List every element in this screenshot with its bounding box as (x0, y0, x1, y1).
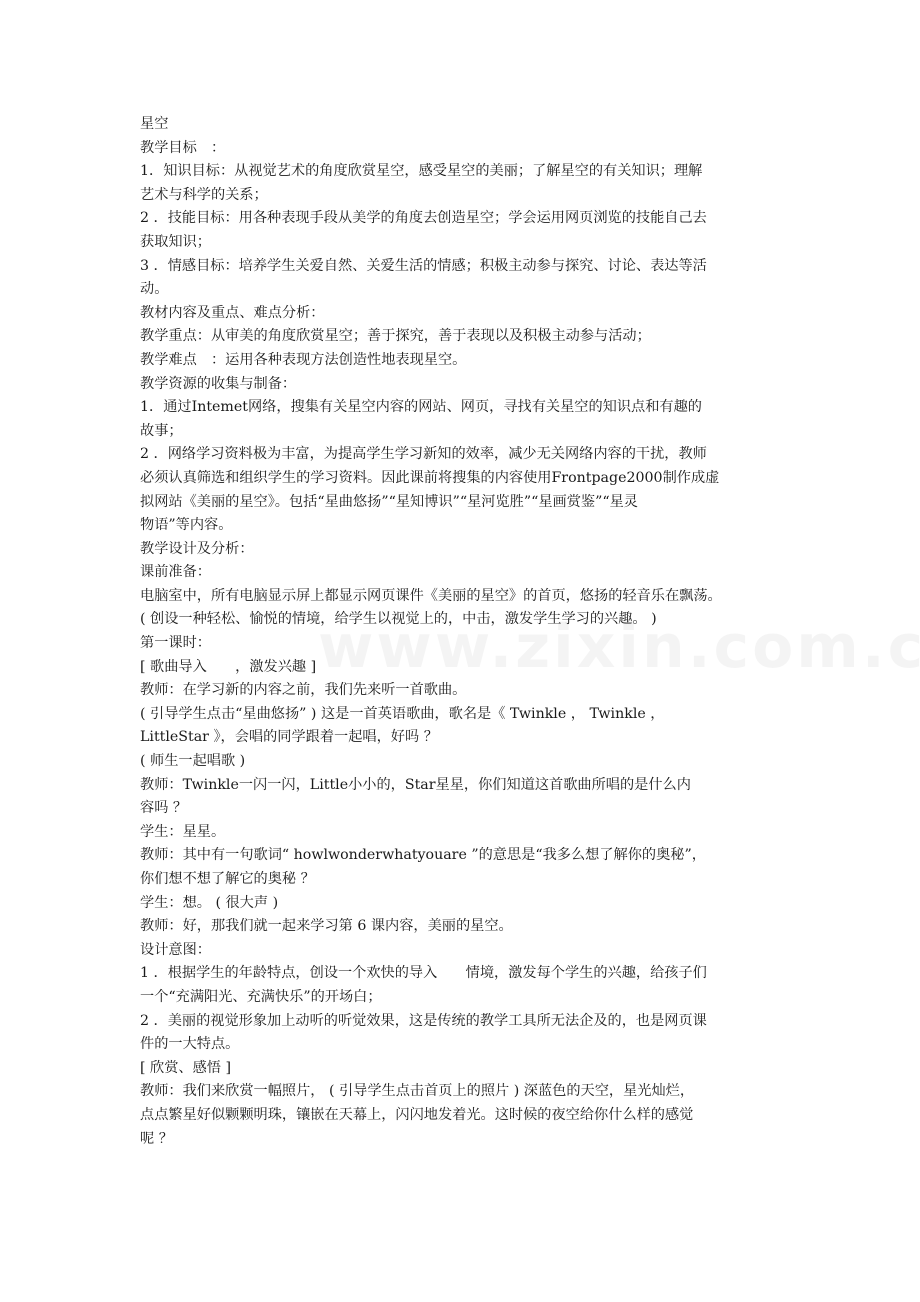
text-line: ( 创设一种轻松、愉悦的情境，给学生以视觉上的，中击，激发学生学习的兴趣。 ) (140, 611, 657, 628)
text-line: 必须认真筛选和组织学生的学习资料。因此课前将搜集的内容使用Frontpage2000制作成虚 (140, 469, 720, 486)
text-line: 教师：其中有一句歌词“ howlwonderwhatyouare ”的意思是“我多么想了解你的奥秘”， (140, 847, 706, 864)
text-line: 动。 (140, 281, 169, 298)
text-line: 呢 ？ (140, 1130, 173, 1147)
text-line: 第一课时： (140, 635, 211, 652)
text-line: 教学难点 ：运用各种表现方法创造性地表现星空。 (140, 351, 467, 368)
text-line: 获取知识； (140, 233, 211, 250)
text-line: 一个“充满阳光、充满快乐”的开场白； (140, 988, 382, 1005)
text-line: 教师：好，那我们就一起来学习第 6 课内容，美丽的星空。 (140, 918, 513, 935)
text-line: [ 歌曲导入 ，激发兴趣 ] (140, 658, 317, 675)
text-line: 2 ．网络学习资料极为丰富，为提高学生学习新知的效率，减少无关网络内容的干扰，教师 (140, 446, 707, 463)
text-line: 1 ．根据学生的年龄特点，创设一个欢快的导入 情境，激发每个学生的兴趣，给孩子们 (140, 965, 707, 982)
text-line: [ 欣赏、感悟 ] (140, 1059, 232, 1076)
text-line: ( 师生一起唱歌 ) (140, 753, 246, 770)
text-line: 物语”等内容。 (140, 517, 233, 534)
text-line: LittleStar 》，会唱的同学跟着一起唱，好吗 ？ (140, 729, 438, 746)
text-line: 拟网站《美丽的星空》。包括“星曲悠扬”“星知博识”“星河览胜”“星画赏鉴”“星灵 (140, 493, 638, 510)
text-line: 教师：我们来欣赏一幅照片， ( 引导学生点击首页上的照片 ) 深蓝色的天空，星光灿烂， (140, 1083, 695, 1100)
text-line: 学生：想。 ( 很大声 ) (140, 894, 279, 911)
document-body (140, 113, 785, 1151)
text-line: 设计意图： (140, 941, 211, 958)
document-title: 星空 (140, 116, 169, 132)
text-line: 1．通过Intemet网络，搜集有关星空内容的网站、网页，寻找有关星空的知识点和有趣的 (140, 399, 702, 416)
text-line: 学生：星星。 (140, 823, 226, 840)
text-line: 件的一大特点。 (140, 1036, 240, 1053)
text-line: 1．知识目标：从视觉艺术的角度欣赏星空，感受星空的美丽；了解星空的有关知识；理解 (140, 163, 703, 180)
text-line: 点点繁星好似颗颗明珠，镶嵌在天幕上，闪闪地发着光。这时候的夜空给你什么样的感觉 (140, 1106, 694, 1123)
text-line: 艺术与科学的关系； (140, 186, 268, 203)
text-line: 3 ．情感目标：培养学生关爱自然、关爱生活的情感；积极主动参与探究、讨论、表达等活 (140, 257, 707, 274)
text-line: 教师：在学习新的内容之前，我们先来听一首歌曲。 (140, 682, 467, 699)
text-line: 2 ．技能目标：用各种表现手段从美学的角度去创造星空；学会运用网页浏览的技能自己去 (140, 210, 707, 227)
text-line: 容吗 ？ (140, 800, 188, 817)
text-line: 2 ．美丽的视觉形象加上动听的听觉效果，这是传统的教学工具所无法企及的，也是网页课 (140, 1012, 707, 1029)
text-line: 教学资源的收集与制备： (140, 375, 297, 392)
text-line: 教学设计及分析： (140, 540, 254, 557)
text-line: 教师：Twinkle一闪一闪，Little小小的，Star星星，你们知道这首歌曲所唱的是什么内 (140, 776, 691, 793)
text-line: 教学重点：从审美的角度欣赏星空；善于探究，善于表现以及积极主动参与活动； (140, 328, 651, 345)
text-line: 你们想不想了解它的奥秘 ？ (140, 871, 315, 887)
text-line: 电脑室中，所有电脑显示屏上都显示网页课件《美丽的星空》的首页，悠扬的轻音乐在飘荡。 (140, 587, 722, 604)
text-line: 教学目标 ： (140, 139, 226, 156)
text-line: 故事； (140, 422, 183, 439)
text-line: 课前准备： (140, 564, 211, 581)
text-line: ( 引导学生点击“星曲悠扬” ) 这是一首英语歌曲，歌名是《 Twinkle ， Twinkle ， (140, 705, 665, 722)
text-line: 教材内容及重点、难点分析： (140, 304, 325, 321)
